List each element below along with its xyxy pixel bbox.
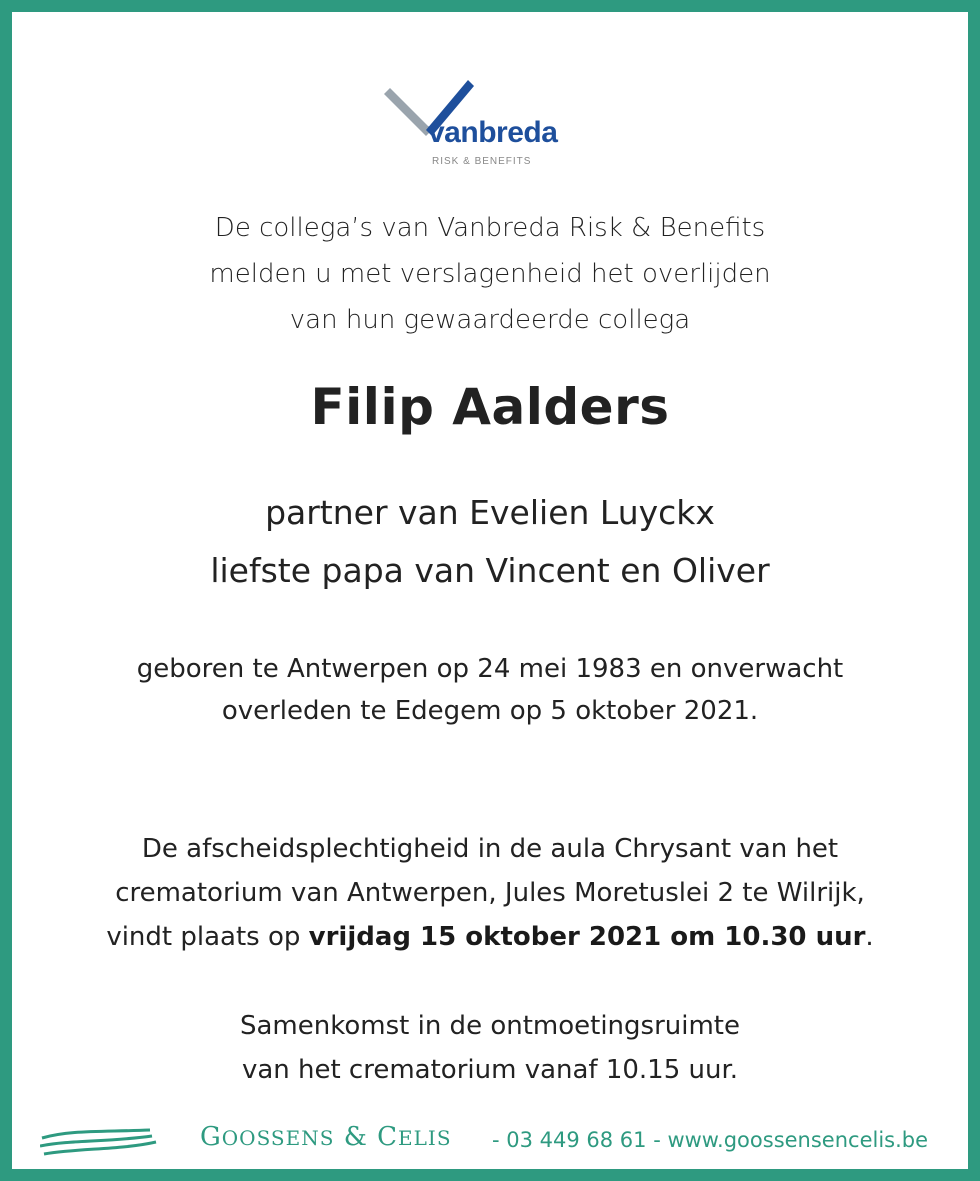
firm-initial-c: C bbox=[377, 1122, 399, 1152]
ceremony-line-2: crematorium van Antwerpen, Jules Moretuslei 2 te Wilrijk, bbox=[115, 878, 865, 908]
ceremony-line-1: De afscheidsplechtigheid in de aula Chrysant van het bbox=[141, 834, 839, 864]
ceremony-suffix: . bbox=[865, 922, 874, 952]
logo-tagline: RISK & BENEFITS bbox=[432, 156, 532, 167]
intro-text bbox=[12, 205, 968, 343]
firm-rest-2: ELIS bbox=[398, 1126, 452, 1150]
deceased-name: Filip Aalders bbox=[310, 378, 670, 436]
ceremony-text bbox=[12, 827, 968, 959]
ceremony-prefix: vindt plaats op bbox=[106, 922, 309, 952]
wave-logo-icon bbox=[40, 1124, 160, 1158]
gathering-text bbox=[12, 1004, 968, 1092]
intro-line-2: melden u met verslagenheid het overlijden bbox=[209, 259, 771, 289]
relations-line-1: partner van Evelien Luyckx bbox=[265, 493, 715, 532]
ceremony-line-3 bbox=[12, 915, 968, 959]
firm-rest-1: OOSSENS bbox=[221, 1126, 335, 1150]
logo-name: vanbreda bbox=[428, 116, 558, 149]
funeral-home-name bbox=[200, 1122, 452, 1152]
gathering-line-1: Samenkomst in de ontmoetingsruimte bbox=[239, 1011, 740, 1041]
firm-ampersand: & bbox=[334, 1122, 378, 1152]
dates-text bbox=[12, 648, 968, 732]
intro-line-3: van hun gewaardeerde collega bbox=[289, 305, 691, 335]
vanbreda-logo bbox=[372, 68, 612, 178]
gathering-line-2: van het crematorium vanaf 10.15 uur. bbox=[241, 1055, 739, 1085]
ceremony-datetime: vrijdag 15 oktober 2021 om 10.30 uur bbox=[308, 922, 866, 952]
funeral-home-footer bbox=[40, 1120, 960, 1160]
obituary-card bbox=[12, 12, 968, 1169]
relations-line-2: liefste papa van Vincent en Oliver bbox=[210, 551, 770, 590]
funeral-home-contact: - 03 449 68 61 - www.goossensencelis.be bbox=[492, 1128, 929, 1152]
intro-line-1: De collega’s van Vanbreda Risk & Benefits bbox=[214, 213, 766, 243]
dates-line-1: geboren te Antwerpen op 24 mei 1983 en onverwacht bbox=[136, 654, 844, 684]
relations-text bbox=[12, 484, 968, 600]
dates-line-2: overleden te Edegem op 5 oktober 2021. bbox=[221, 696, 759, 726]
firm-initial-g: G bbox=[200, 1122, 222, 1152]
